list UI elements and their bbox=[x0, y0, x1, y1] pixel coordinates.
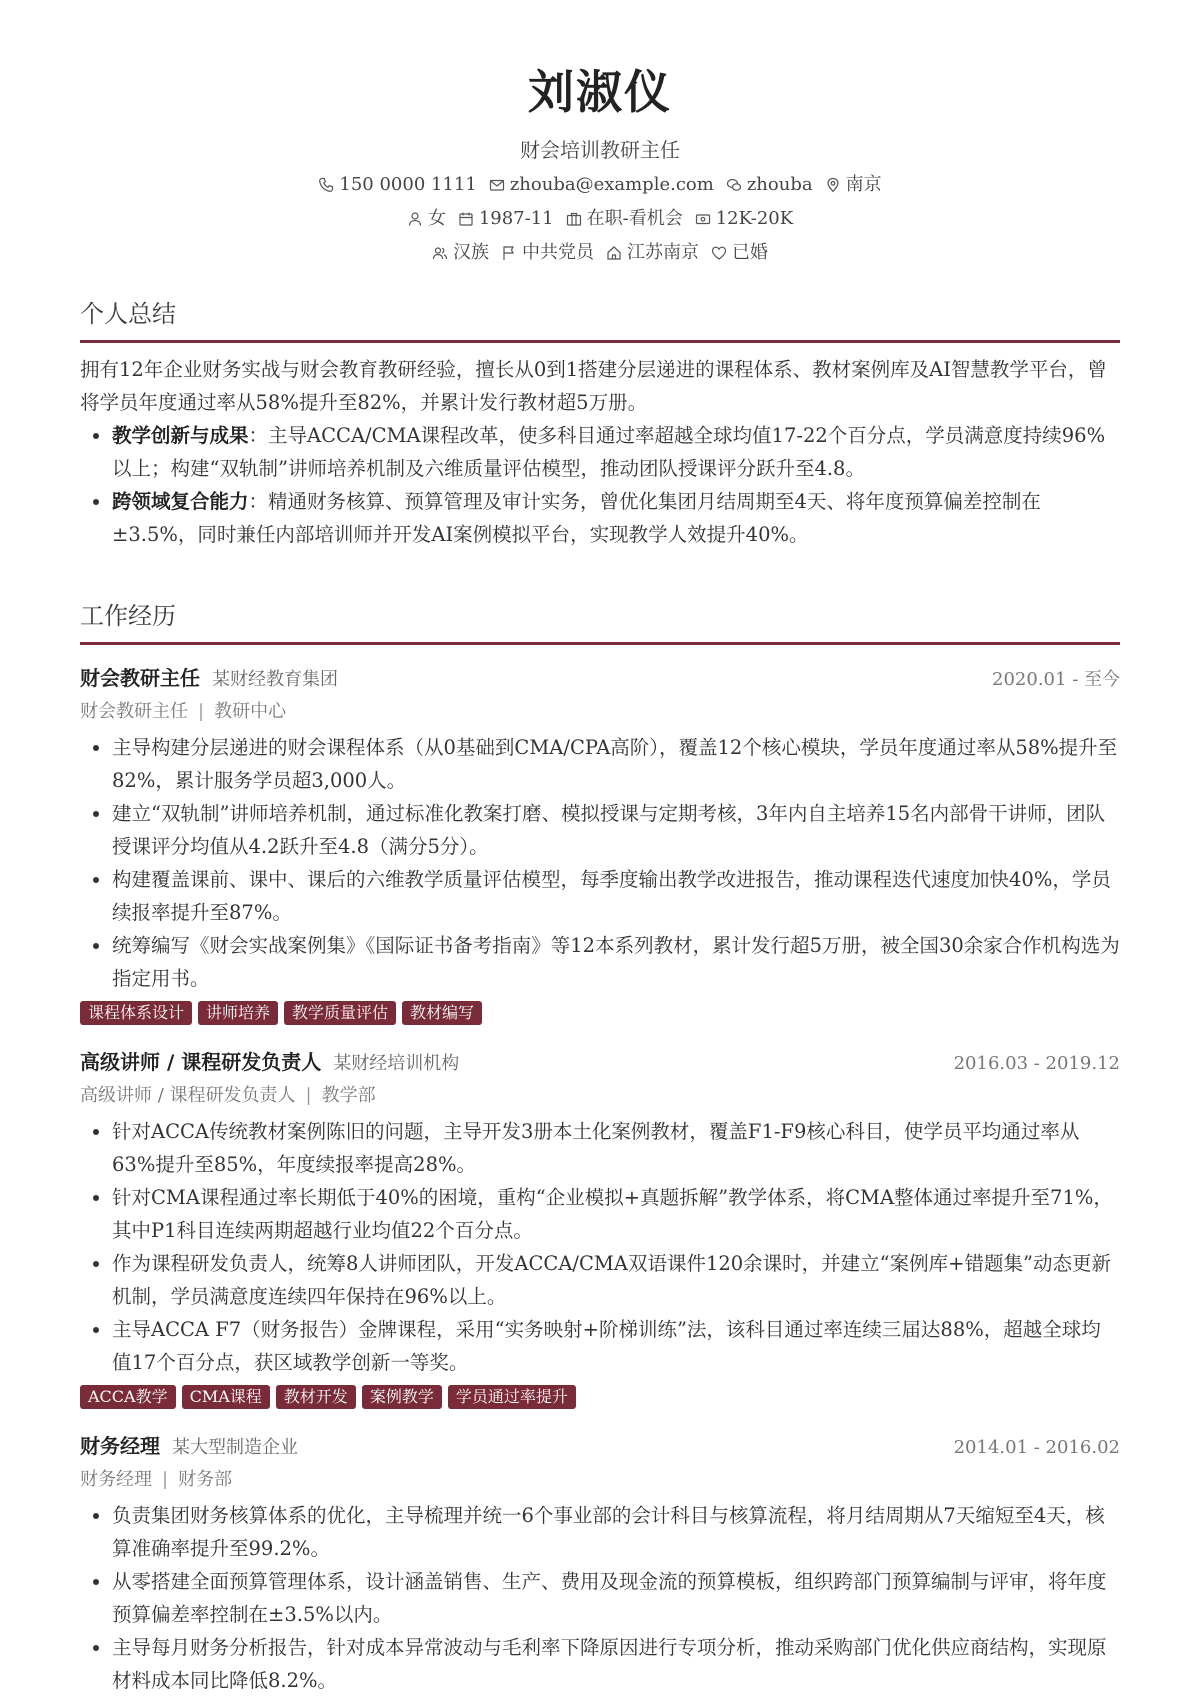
heart-icon bbox=[711, 245, 727, 261]
list-item: • 教学创新与成果：主导ACCA/CMA课程改革，使多科目通过率超越全球均值17-22个百分点，学员满意度持续96%以上；构建“双轨制”讲师培养机制及六维质量评估模型，推动团队授课评分跃升至4.8。 bbox=[112, 419, 1120, 485]
contact-location: 南京 bbox=[825, 172, 882, 198]
candidate-name: 刘淑仪 bbox=[528, 65, 672, 119]
briefcase-icon bbox=[566, 211, 582, 227]
wechat-icon bbox=[726, 177, 742, 193]
list-item: • 建立“双轨制”讲师培养机制，通过标准化教案打磨、模拟授课与定期考核，3年内自主培养15名内部骨干讲师，团队授课评分均值从4.2跃升至4.8（满分5分）。 bbox=[112, 797, 1120, 863]
job-date: 2016.03 - 2019.12 bbox=[953, 1053, 1120, 1074]
skill-tag: 学员通过率提升 bbox=[448, 1385, 576, 1409]
detail-salary: 12K-20K bbox=[695, 206, 793, 232]
summary-bullets bbox=[80, 419, 1120, 551]
job-tags bbox=[80, 1001, 1120, 1025]
job-date: 2020.01 - 至今 bbox=[992, 669, 1120, 690]
summary-title: 个人总结 bbox=[80, 298, 1120, 343]
list-item: • 主导构建分层递进的财会课程体系（从0基础到CMA/CPA高阶），覆盖12个核心模块，学员年度通过率从58%提升至82%，累计服务学员超3,000人。 bbox=[112, 731, 1120, 797]
contact-email[interactable]: zhouba@example.com bbox=[489, 172, 714, 198]
list-item: • 构建覆盖课前、课中、课后的六维教学质量评估模型，每季度输出教学改进报告，推动课程迭代速度加快40%，学员续报率提升至87%。 bbox=[112, 863, 1120, 929]
job-entry bbox=[80, 1047, 1120, 1409]
job-date: 2014.01 - 2016.02 bbox=[953, 1437, 1120, 1458]
skill-tag: 教学质量评估 bbox=[284, 1001, 396, 1025]
job-subline: 财务经理 | 财务部 bbox=[80, 1469, 233, 1490]
job-bullets bbox=[80, 1115, 1120, 1379]
job-bullets bbox=[80, 1499, 1120, 1697]
candidate-role: 财会培训教研主任 bbox=[520, 138, 680, 162]
list-item: • 跨领域复合能力：精通财务核算、预算管理及审计实务，曾优化集团月结周期至4天、将年度预算偏差控制在±3.5%，同时兼任内部培训师并开发AI案例模拟平台，实现教学人效提升40%。 bbox=[112, 485, 1120, 551]
summary-paragraph: 拥有12年企业财务实战与财会教育教研经验，擅长从0到1搭建分层递进的课程体系、教材案例库及AI智慧教学平台，曾将学员年度通过率从58%提升至82%，并累计发行教材超5万册。 bbox=[80, 358, 1107, 414]
mail-icon bbox=[489, 177, 505, 193]
job-company: 某财经培训机构 bbox=[333, 1053, 460, 1074]
list-item: • 作为课程研发负责人，统筹8人讲师团队，开发ACCA/CMA双语课件120余课时，并建立“案例库+错题集”动态更新机制，学员满意度连续四年保持在96%以上。 bbox=[112, 1247, 1120, 1313]
flag-icon bbox=[501, 245, 517, 261]
phone-icon bbox=[318, 177, 334, 193]
extra-political: 中共党员 bbox=[501, 240, 594, 266]
skill-tag: 讲师培养 bbox=[198, 1001, 278, 1025]
job-subline: 财会教研主任 | 教研中心 bbox=[80, 701, 287, 722]
skill-tag: CMA课程 bbox=[182, 1385, 270, 1409]
job-subline: 高级讲师 / 课程研发负责人 | 教学部 bbox=[80, 1085, 376, 1106]
detail-status: 在职-看机会 bbox=[566, 206, 683, 232]
job-tags bbox=[80, 1385, 1120, 1409]
contact-wechat[interactable]: zhouba bbox=[726, 172, 813, 198]
resume-header bbox=[0, 0, 1200, 266]
job-company: 某财经教育集团 bbox=[212, 669, 338, 690]
extra-ethnicity: 汉族 bbox=[432, 240, 489, 266]
summary-section bbox=[80, 298, 1120, 551]
job-title: 高级讲师 / 课程研发负责人 bbox=[80, 1050, 322, 1074]
location-icon bbox=[825, 177, 841, 193]
skill-tag: 教材开发 bbox=[276, 1385, 356, 1409]
skill-tag: ACCA教学 bbox=[80, 1385, 176, 1409]
list-item: • 从零搭建全面预算管理体系，设计涵盖销售、生产、费用及现金流的预算模板，组织跨部门预算编制与评审，将年度预算偏差率控制在±3.5%以内。 bbox=[112, 1565, 1120, 1631]
contact-phone[interactable]: 150 0000 1111 bbox=[318, 172, 476, 198]
job-title: 财务经理 bbox=[80, 1434, 160, 1458]
people-icon bbox=[432, 245, 448, 261]
detail-gender: 女 bbox=[407, 206, 446, 232]
job-entry bbox=[80, 663, 1120, 1025]
list-item: • 主导ACCA F7（财务报告）金牌课程，采用“实务映射+阶梯训练”法，该科目通过率连续三届达88%，超越全球均值17个百分点，获区域教学创新一等奖。 bbox=[112, 1313, 1120, 1379]
job-entry bbox=[80, 1431, 1120, 1697]
job-bullets bbox=[80, 731, 1120, 995]
list-item: • 统筹编写《财会实战案例集》《国际证书备考指南》等12本系列教材，累计发行超5万册，被全国30余家合作机构选为指定用书。 bbox=[112, 929, 1120, 995]
extra-marital: 已婚 bbox=[711, 240, 768, 266]
details-row bbox=[0, 206, 1200, 232]
extra-hometown: 江苏南京 bbox=[606, 240, 699, 266]
experience-title: 工作经历 bbox=[80, 600, 1120, 645]
calendar-icon bbox=[458, 211, 474, 227]
list-item: • 针对ACCA传统教材案例陈旧的问题，主导开发3册本土化案例教材，覆盖F1-F9核心科目，使学员平均通过率从63%提升至85%，年度续报率提高28%。 bbox=[112, 1115, 1120, 1181]
job-title: 财会教研主任 bbox=[80, 666, 200, 690]
list-item: • 针对CMA课程通过率长期低于40%的困境，重构“企业模拟+真题拆解”教学体系，将CMA整体通过率提升至71%，其中P1科目连续两期超越行业均值22个百分点。 bbox=[112, 1181, 1120, 1247]
detail-birth: 1987-11 bbox=[458, 206, 554, 232]
experience-section bbox=[80, 600, 1120, 645]
list-item: • 负责集团财务核算体系的优化，主导梳理并统一6个事业部的会计科目与核算流程，将月结周期从7天缩短至4天，核算准确率提升至99.2%。 bbox=[112, 1499, 1120, 1565]
skill-tag: 教材编写 bbox=[402, 1001, 482, 1025]
job-company: 某大型制造企业 bbox=[172, 1437, 298, 1458]
skill-tag: 课程体系设计 bbox=[80, 1001, 192, 1025]
user-icon bbox=[407, 211, 423, 227]
list-item: • 主导每月财务分析报告，针对成本异常波动与毛利率下降原因进行专项分析，推动采购部门优化供应商结构，实现原材料成本同比降低8.2%。 bbox=[112, 1631, 1120, 1697]
salary-icon bbox=[695, 211, 711, 227]
extra-row bbox=[0, 240, 1200, 266]
contact-row bbox=[0, 172, 1200, 198]
skill-tag: 案例教学 bbox=[362, 1385, 442, 1409]
home-icon bbox=[606, 245, 622, 261]
